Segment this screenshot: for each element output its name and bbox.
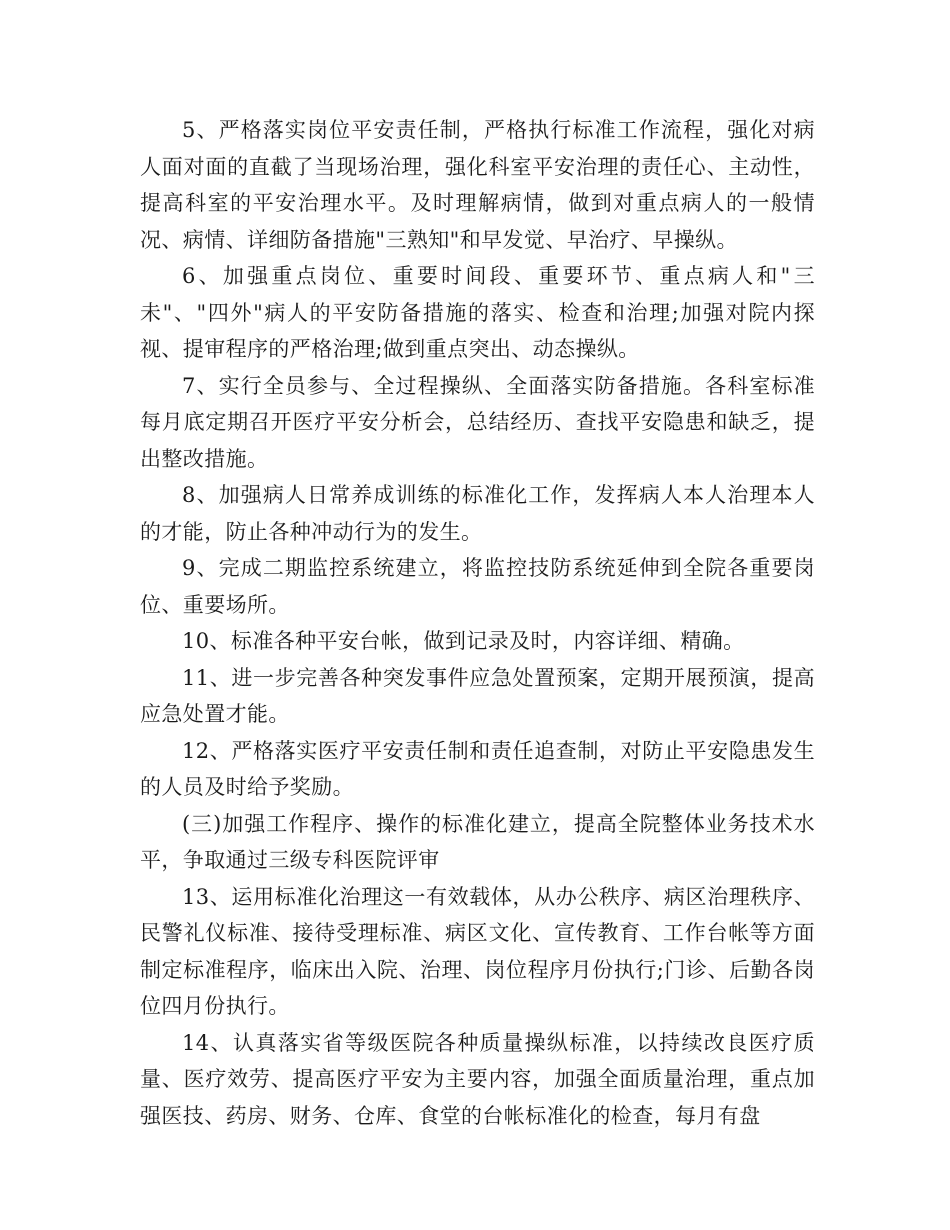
paragraph-item-9: 9、完成二期监控系统建立，将监控技防系统延伸到全院各重要岗位、重要场所。: [140, 556, 815, 617]
section-heading-3: (三)加强工作程序、操作的标准化建立，提高全院整体业务技术水平，争取通过三级专科医院评审: [140, 811, 815, 872]
paragraph-item-6: 6、加强重点岗位、重要时间段、重要环节、重点病人和"三未"、"四外"病人的平安防备措施的落实、检查和治理;加强对院内探视、提审程序的严格治理;做到重点突出、动态操纵。: [140, 264, 815, 361]
paragraph-item-7: 7、实行全员参与、全过程操纵、全面落实防备措施。各科室标准每月底定期召开医疗平安分析会，总结经历、查找平安隐患和缺乏，提出整改措施。: [140, 373, 815, 471]
paragraph-item-13: 13、运用标准化治理这一有效载体，从办公秩序、病区治理秩序、民警礼仪标准、接待受理标准、病区文化、宣传教育、工作台帐等方面制定标准程序，临床出入院、治理、岗位程序月份执行;门诊、后勤各岗位四月份执行。: [140, 884, 815, 1018]
paragraph-item-10: 10、标准各种平安台帐，做到记录及时，内容详细、精确。: [182, 629, 745, 653]
paragraph-item-12: 12、严格落实医疗平安责任制和责任追查制，对防止平安隐患发生的人员及时给予奖励。: [140, 738, 815, 799]
paragraph-item-8: 8、加强病人日常养成训练的标准化工作，发挥病人本人治理本人的才能，防止各种冲动行为的发生。: [140, 483, 815, 544]
paragraph-item-14: 14、认真落实省等级医院各种质量操纵标准，以持续改良医疗质量、医疗效劳、提高医疗平安为主要内容，加强全面质量治理，重点加强医技、药房、财务、仓库、食堂的台帐标准化的检查，每月有盘: [140, 1030, 815, 1128]
paragraph-item-11: 11、进一步完善各种突发事件应急处置预案，定期开展预演，提高应急处置才能。: [140, 665, 815, 726]
paragraph-item-5: 5、严格落实岗位平安责任制，严格执行标准工作流程，强化对病人面对面的直截了当现场治理，强化科室平安治理的责任心、主动性，提高科室的平安治理水平。及时理解病情，做到对重点病人的一般情况、病情、详细防备措施"三熟知"和早发觉、早治疗、早操纵。: [140, 118, 815, 252]
document-body: [140, 112, 815, 1134]
